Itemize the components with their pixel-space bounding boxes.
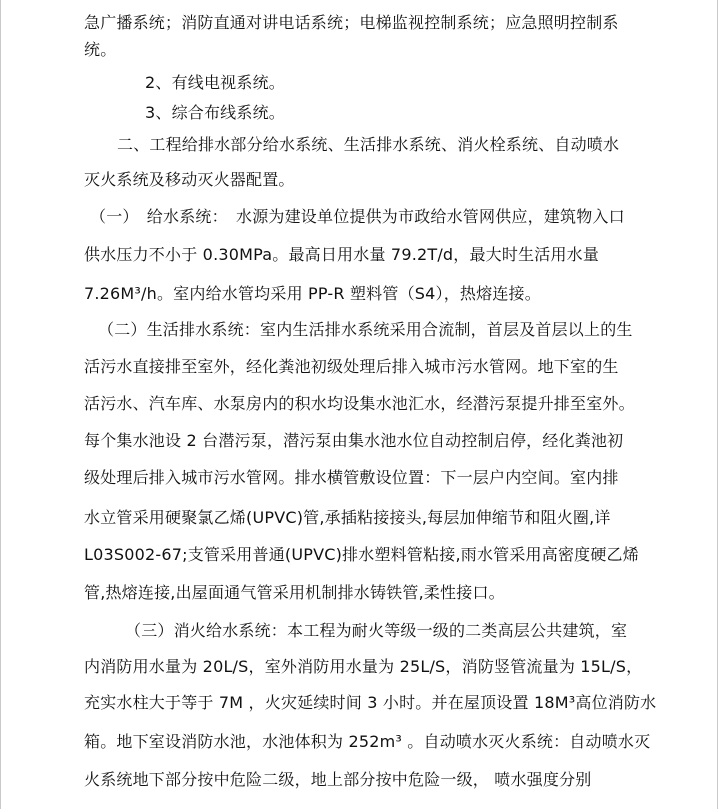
page-left-edge [0, 0, 1, 809]
text-line: 管,热熔连接,出屋面通气管采用机制排水铸铁管,柔性接口。 [84, 583, 505, 602]
section-heading: 二、工程给排水部分给水系统、生活排水系统、消火栓系统、自动喷水 [117, 135, 620, 154]
text-line: 灭火系统及移动灭火器配置。 [84, 170, 295, 189]
text-line: 7.26M³/h。室内给水管均采用 PP-R 塑料管（S4），热熔连接。 [84, 284, 541, 303]
text-line: 急广播系统；消防直通对讲电话系统；电梯监视控制系统；应急照明控制系 [84, 13, 619, 32]
text-line: 火系统地下部分按中危险二级，地上部分按中危险一级， 喷水强度分别 [84, 770, 592, 789]
list-item: 3、综合布线系统。 [145, 103, 285, 122]
text-line: 活污水、汽车库、水泵房内的积水均设集水池汇水，经潜污泵提升排至室外。 [84, 394, 635, 413]
subsection-heading: （二）生活排水系统：室内生活排水系统采用合流制，首层及首层以上的生 [98, 320, 633, 339]
text-line: 内消防用水量为 20L/S，室外消防用水量为 25L/S，消防竖管流量为 15L/S， [84, 657, 643, 676]
text-line: 活污水直接排至室外，经化粪池初级处理后排入城市污水管网。地下室的生 [84, 357, 619, 376]
list-item: 2、有线电视系统。 [145, 73, 285, 92]
text-line: 水立管采用硬聚氯乙烯(UPVC)管,承插粘接接头,每层加伸缩节和阻火圈,详 [84, 508, 611, 527]
text-line: L03S002-67;支管采用普通(UPVC)排水塑料管粘接,雨水管采用高密度硬乙烯 [84, 545, 639, 564]
text-line: 每个集水池设 2 台潜污泵，潜污泵由集水池水位自动控制启停，经化粪池初 [84, 431, 624, 450]
text-line: 统。 [84, 40, 117, 59]
subsection-heading: （一） 给水系统： 水源为建设单位提供为市政给水管网供应，建筑物入口 [90, 207, 625, 226]
subsection-heading: （三）消火给水系统：本工程为耐火等级一级的二类高层公共建筑，室 [125, 621, 628, 640]
text-line: 供水压力不小于 0.30MPa。最高日用水量 79.2T/d，最大时生活用水量 [84, 245, 600, 264]
text-line: 充实水柱大于等于 7M ，火灾延续时间 3 小时。并在屋顶设置 18M³高位消防水 [84, 693, 657, 712]
text-line: 箱。地下室设消防水池，水池体积为 252m³ 。自动喷水灭火系统：自动喷水灭 [84, 732, 651, 751]
text-line: 级处理后排入城市污水管网。排水横管敷设位置：下一层户内空间。室内排 [84, 468, 619, 487]
